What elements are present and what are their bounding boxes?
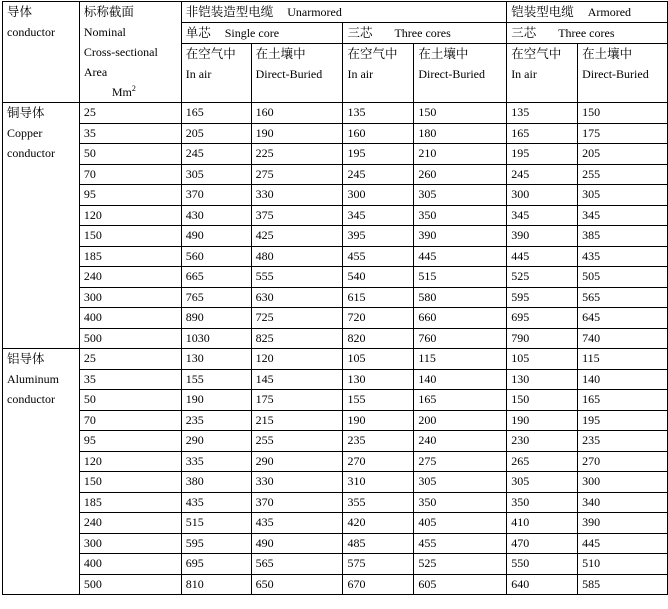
ampacity-cell: 470: [507, 533, 578, 554]
ampacity-cell: 130: [507, 369, 578, 390]
col-header-buried: 在土壤中 Direct-Buried: [251, 44, 343, 103]
table-row: [3, 574, 668, 595]
ampacity-cell: 445: [578, 533, 668, 554]
area-cell: 70: [79, 410, 181, 431]
ampacity-cell: 255: [578, 164, 668, 185]
table-row: [3, 144, 668, 165]
ampacity-cell: 585: [578, 574, 668, 595]
area-cell: 25: [79, 349, 181, 370]
table-row: [3, 246, 668, 267]
ampacity-cell: 760: [414, 328, 507, 349]
ampacity-cell: 510: [578, 554, 668, 575]
ampacity-cell: 300: [507, 185, 578, 206]
ampacity-cell: 390: [578, 513, 668, 534]
ampacity-cell: 150: [507, 390, 578, 411]
ampacity-cell: 350: [507, 492, 578, 513]
ampacity-cell: 165: [181, 103, 251, 124]
ampacity-cell: 180: [414, 123, 507, 144]
ampacity-cell: 135: [507, 103, 578, 124]
table-row: [3, 103, 668, 124]
ampacity-cell: 665: [181, 267, 251, 288]
conductor-group-label: 铜导体 Copper conductor: [3, 103, 80, 349]
ampacity-cell: 275: [251, 164, 343, 185]
ampacity-cell: 435: [578, 246, 668, 267]
ampacity-cell: 405: [414, 513, 507, 534]
ampacity-cell: 150: [578, 103, 668, 124]
area-cell: 25: [79, 103, 181, 124]
ampacity-cell: 175: [578, 123, 668, 144]
ampacity-cell: 515: [414, 267, 507, 288]
ampacity-cell: 650: [251, 574, 343, 595]
table-row: [3, 492, 668, 513]
unarmored-header: 非铠装造型电缆 Unarmored: [181, 2, 506, 23]
ampacity-cell: 660: [414, 308, 507, 329]
ampacity-cell: 350: [414, 492, 507, 513]
table-row: [3, 513, 668, 534]
ampacity-cell: 525: [414, 554, 507, 575]
ampacity-cell: 515: [181, 513, 251, 534]
area-cell: 70: [79, 164, 181, 185]
area-cell: 50: [79, 390, 181, 411]
ampacity-cell: 175: [251, 390, 343, 411]
ampacity-cell: 540: [343, 267, 414, 288]
ampacity-cell: 605: [414, 574, 507, 595]
table-row: [3, 267, 668, 288]
ampacity-cell: 120: [251, 349, 343, 370]
ampacity-cell: 550: [507, 554, 578, 575]
ampacity-cell: 395: [343, 226, 414, 247]
ampacity-cell: 525: [507, 267, 578, 288]
ampacity-cell: 255: [251, 431, 343, 452]
ampacity-cell: 215: [251, 410, 343, 431]
ampacity-cell: 435: [181, 492, 251, 513]
ampacity-cell: 270: [343, 451, 414, 472]
area-cell: 400: [79, 554, 181, 575]
table-row: [3, 369, 668, 390]
single-core-header: 单芯 Single core: [181, 23, 343, 44]
ampacity-cell: 455: [343, 246, 414, 267]
ampacity-cell: 555: [251, 267, 343, 288]
ampacity-cell: 195: [343, 144, 414, 165]
header-row-1: [3, 2, 668, 23]
table-row: [3, 164, 668, 185]
ampacity-cell: 375: [251, 205, 343, 226]
ampacity-cell: 195: [578, 410, 668, 431]
ampacity-cell: 490: [181, 226, 251, 247]
table-row: [3, 390, 668, 411]
ampacity-cell: 425: [251, 226, 343, 247]
table-row: [3, 226, 668, 247]
ampacity-cell: 480: [251, 246, 343, 267]
area-cell: 35: [79, 369, 181, 390]
ampacity-cell: 190: [251, 123, 343, 144]
ampacity-cell: 455: [414, 533, 507, 554]
ampacity-cell: 670: [343, 574, 414, 595]
ampacity-cell: 575: [343, 554, 414, 575]
table-row: [3, 410, 668, 431]
col-header-in-air: 在空气中 In air: [343, 44, 414, 103]
ampacity-cell: 560: [181, 246, 251, 267]
ampacity-cell: 245: [343, 164, 414, 185]
area-cell: 300: [79, 533, 181, 554]
ampacity-cell: 240: [414, 431, 507, 452]
area-cell: 120: [79, 451, 181, 472]
ampacity-cell: 825: [251, 328, 343, 349]
ampacity-cell: 890: [181, 308, 251, 329]
table-row: [3, 554, 668, 575]
area-cell: 400: [79, 308, 181, 329]
ampacity-cell: 210: [414, 144, 507, 165]
ampacity-cell: 580: [414, 287, 507, 308]
ampacity-cell: 595: [181, 533, 251, 554]
ampacity-cell: 165: [507, 123, 578, 144]
ampacity-cell: 435: [251, 513, 343, 534]
area-cell: 150: [79, 472, 181, 493]
ampacity-cell: 810: [181, 574, 251, 595]
ampacity-cell: 385: [578, 226, 668, 247]
ampacity-cell: 160: [251, 103, 343, 124]
ampacity-cell: 725: [251, 308, 343, 329]
ampacity-cell: 305: [414, 472, 507, 493]
ampacity-cell: 105: [343, 349, 414, 370]
ampacity-cell: 390: [414, 226, 507, 247]
ampacity-cell: 340: [578, 492, 668, 513]
ampacity-cell: 330: [251, 185, 343, 206]
ampacity-cell: 305: [181, 164, 251, 185]
ampacity-cell: 245: [507, 164, 578, 185]
ampacity-cell: 190: [181, 390, 251, 411]
area-cell: 185: [79, 246, 181, 267]
ampacity-cell: 305: [578, 185, 668, 206]
ampacity-cell: 350: [414, 205, 507, 226]
ampacity-cell: 300: [578, 472, 668, 493]
ampacity-cell: 130: [343, 369, 414, 390]
area-cell: 150: [79, 226, 181, 247]
ampacity-cell: 740: [578, 328, 668, 349]
col-header-buried: 在土壤中 Direct-Buried: [578, 44, 668, 103]
ampacity-cell: 115: [414, 349, 507, 370]
ampacity-cell: 165: [578, 390, 668, 411]
table-row: [3, 451, 668, 472]
area-unit: Mm$^2$: [111, 84, 136, 99]
three-cores-header: 三芯 Three cores: [343, 23, 507, 44]
armored-header: 铠装型电缆 Armored: [507, 2, 668, 23]
ampacity-cell: 155: [181, 369, 251, 390]
ampacity-cell: 765: [181, 287, 251, 308]
col-header-in-air: 在空气中 In air: [507, 44, 578, 103]
table-row: [3, 287, 668, 308]
ampacity-cell: 310: [343, 472, 414, 493]
ampacity-cell: 505: [578, 267, 668, 288]
ampacity-cell: 565: [578, 287, 668, 308]
ampacity-cell: 275: [414, 451, 507, 472]
ampacity-cell: 140: [414, 369, 507, 390]
ampacity-cell: 195: [507, 144, 578, 165]
ampacity-cell: 445: [414, 246, 507, 267]
ampacity-cell: 115: [578, 349, 668, 370]
ampacity-cell: 105: [507, 349, 578, 370]
ampacity-cell: 190: [343, 410, 414, 431]
ampacity-cell: 430: [181, 205, 251, 226]
ampacity-cell: 300: [343, 185, 414, 206]
ampacity-cell: 305: [507, 472, 578, 493]
ampacity-cell: 245: [181, 144, 251, 165]
ampacity-cell: 420: [343, 513, 414, 534]
ampacity-cell: 270: [578, 451, 668, 472]
ampacity-cell: 485: [343, 533, 414, 554]
area-cell: 95: [79, 185, 181, 206]
table-row: [3, 431, 668, 452]
ampacity-cell: 155: [343, 390, 414, 411]
ampacity-cell: 695: [181, 554, 251, 575]
ampacity-cell: 145: [251, 369, 343, 390]
ampacity-cell: 200: [414, 410, 507, 431]
table-row: [3, 472, 668, 493]
ampacity-cell: 645: [578, 308, 668, 329]
ampacity-cell: 190: [507, 410, 578, 431]
ampacity-cell: 265: [507, 451, 578, 472]
ampacity-cell: 410: [507, 513, 578, 534]
ampacity-cell: 160: [343, 123, 414, 144]
ampacity-cell: 370: [181, 185, 251, 206]
armored-three-cores-header: 三芯 Three cores: [507, 23, 668, 44]
ampacity-cell: 565: [251, 554, 343, 575]
ampacity-cell: 345: [578, 205, 668, 226]
area-cell: 35: [79, 123, 181, 144]
ampacity-cell: 370: [251, 492, 343, 513]
ampacity-cell: 355: [343, 492, 414, 513]
table-row: [3, 533, 668, 554]
table-row: [3, 308, 668, 329]
ampacity-cell: 720: [343, 308, 414, 329]
col-header-buried: 在土壤中 Direct-Buried: [414, 44, 507, 103]
ampacity-cell: 235: [343, 431, 414, 452]
area-header: 标称截面 Nominal Cross-sectional Area Mm$^2$: [79, 2, 181, 103]
table-row: [3, 349, 668, 370]
table-row: [3, 205, 668, 226]
ampacity-cell: 490: [251, 533, 343, 554]
ampacity-cell: 595: [507, 287, 578, 308]
area-cell: 95: [79, 431, 181, 452]
ampacity-cell: 345: [507, 205, 578, 226]
conductor-group-label: 铝导体 Aluminum conductor: [3, 349, 80, 595]
ampacity-cell: 235: [578, 431, 668, 452]
ampacity-cell: 820: [343, 328, 414, 349]
table-row: [3, 185, 668, 206]
table-row: [3, 123, 668, 144]
ampacity-cell: 305: [414, 185, 507, 206]
ampacity-cell: 615: [343, 287, 414, 308]
area-cell: 500: [79, 328, 181, 349]
area-cell: 240: [79, 267, 181, 288]
ampacity-cell: 640: [507, 574, 578, 595]
ampacity-table: [2, 1, 668, 595]
ampacity-cell: 1030: [181, 328, 251, 349]
conductor-header: 导体 conductor: [3, 2, 80, 103]
ampacity-cell: 130: [181, 349, 251, 370]
area-cell: 300: [79, 287, 181, 308]
ampacity-cell: 205: [181, 123, 251, 144]
area-cell: 185: [79, 492, 181, 513]
table-row: [3, 328, 668, 349]
area-cell: 240: [79, 513, 181, 534]
ampacity-cell: 165: [414, 390, 507, 411]
area-cell: 50: [79, 144, 181, 165]
ampacity-cell: 290: [181, 431, 251, 452]
area-cell: 120: [79, 205, 181, 226]
ampacity-cell: 695: [507, 308, 578, 329]
ampacity-cell: 445: [507, 246, 578, 267]
ampacity-cell: 390: [507, 226, 578, 247]
ampacity-cell: 380: [181, 472, 251, 493]
ampacity-cell: 790: [507, 328, 578, 349]
ampacity-cell: 260: [414, 164, 507, 185]
ampacity-cell: 330: [251, 472, 343, 493]
ampacity-cell: 235: [181, 410, 251, 431]
ampacity-cell: 335: [181, 451, 251, 472]
ampacity-cell: 150: [414, 103, 507, 124]
area-cell: 500: [79, 574, 181, 595]
ampacity-cell: 230: [507, 431, 578, 452]
ampacity-cell: 630: [251, 287, 343, 308]
ampacity-cell: 345: [343, 205, 414, 226]
col-header-in-air: 在空气中 In air: [181, 44, 251, 103]
ampacity-cell: 135: [343, 103, 414, 124]
ampacity-cell: 225: [251, 144, 343, 165]
ampacity-cell: 205: [578, 144, 668, 165]
ampacity-cell: 140: [578, 369, 668, 390]
ampacity-cell: 290: [251, 451, 343, 472]
